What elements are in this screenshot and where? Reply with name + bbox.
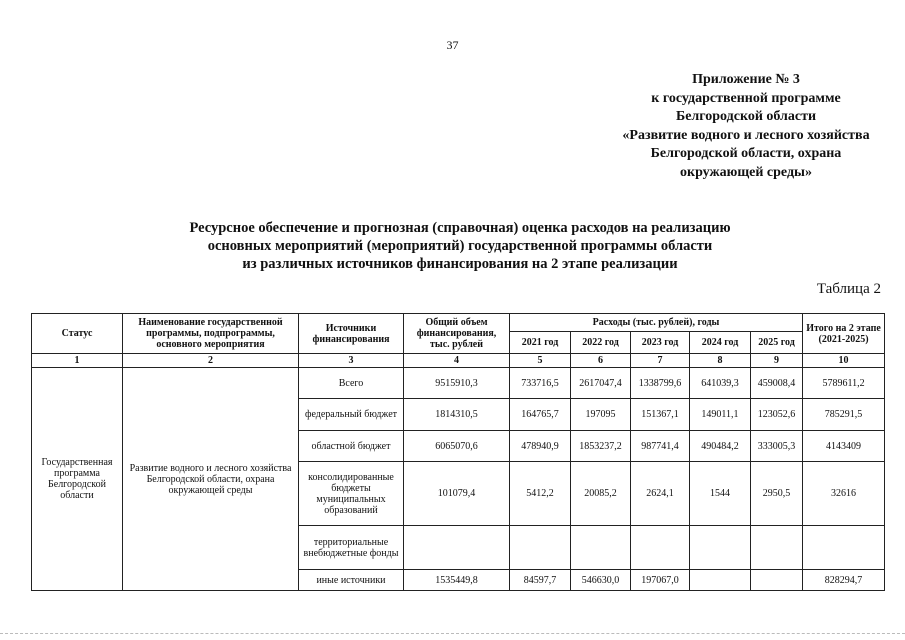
value-cell: 478940,9: [510, 431, 571, 462]
appendix-line: Приложение № 3: [692, 72, 800, 87]
column-number: 5: [510, 354, 571, 368]
value-cell: [510, 526, 571, 570]
value-cell: 5412,2: [510, 462, 571, 526]
value-cell: 1338799,6: [631, 368, 690, 399]
value-cell: 4143409: [803, 431, 885, 462]
value-cell: [690, 526, 751, 570]
header-sources: Источники финансирования: [299, 314, 404, 354]
value-cell: 151367,1: [631, 399, 690, 431]
column-number: 7: [631, 354, 690, 368]
value-cell: 9515910,3: [404, 368, 510, 399]
header-name: Наименование государственной программы, подпрограммы, основного мероприятия: [123, 314, 299, 354]
appendix-line: окружающей среды»: [680, 164, 812, 180]
value-cell: 164765,7: [510, 399, 571, 431]
value-cell: 1853237,2: [571, 431, 631, 462]
value-cell: 2950,5: [751, 462, 803, 526]
value-cell: 333005,3: [751, 431, 803, 462]
header-year: 2024 год: [690, 332, 751, 354]
title-line: из различных источников финансирования на 2 этапе реализации: [242, 256, 678, 272]
appendix-line: «Развитие водного и лесного хозяйства: [622, 127, 870, 143]
value-cell: 2617047,4: [571, 368, 631, 399]
value-cell: [803, 526, 885, 570]
appendix-line: Белгородской области, охрана: [650, 146, 842, 161]
header-status: Статус: [32, 314, 123, 354]
value-cell: 490484,2: [690, 431, 751, 462]
value-cell: 733716,5: [510, 368, 571, 399]
value-cell: 32616: [803, 462, 885, 526]
header-itogo: Итого на 2 этапе (2021-2025): [803, 314, 885, 354]
program-name-cell: Развитие водного и лесного хозяйства Белгородской области, охрана окружающей среды: [123, 368, 299, 591]
value-cell: [751, 570, 803, 591]
header-expenses: Расходы (тыс. рублей), годы: [510, 314, 803, 332]
source-cell: консолидированные бюджеты муниципальных образований: [299, 462, 404, 526]
title-line: Ресурсное обеспечение и прогнозная (справочная) оценка расходов на реализацию: [189, 220, 731, 236]
header-year: 2023 год: [631, 332, 690, 354]
value-cell: 2624,1: [631, 462, 690, 526]
appendix-line: к государственной программе: [651, 90, 841, 106]
column-numbers-row: [32, 354, 885, 368]
status-cell: Государственная программа Белгородской области: [32, 368, 123, 591]
value-cell: 20085,2: [571, 462, 631, 526]
value-cell: 641039,3: [690, 368, 751, 399]
value-cell: 197067,0: [631, 570, 690, 591]
value-cell: 785291,5: [803, 399, 885, 431]
column-number: 10: [803, 354, 885, 368]
value-cell: 123052,6: [751, 399, 803, 431]
value-cell: 828294,7: [803, 570, 885, 591]
column-number: 8: [690, 354, 751, 368]
value-cell: [571, 526, 631, 570]
table-row: [32, 368, 885, 399]
page-number: 37: [446, 38, 459, 52]
header-year: 2021 год: [510, 332, 571, 354]
appendix-line: Белгородской области: [675, 109, 817, 124]
source-cell: иные источники: [299, 570, 404, 591]
value-cell: 546630,0: [571, 570, 631, 591]
source-cell: Всего: [299, 368, 404, 399]
funding-table: [31, 313, 885, 591]
source-cell: областной бюджет: [299, 431, 404, 462]
page-edge-decoration: [0, 633, 905, 636]
value-cell: 5789611,2: [803, 368, 885, 399]
header-year: 2022 год: [571, 332, 631, 354]
header-year: 2025 год: [751, 332, 803, 354]
column-number: 9: [751, 354, 803, 368]
table-caption: Таблица 2: [816, 281, 881, 297]
column-number: 6: [571, 354, 631, 368]
document-title: [120, 219, 800, 273]
value-cell: 987741,4: [631, 431, 690, 462]
value-cell: 1544: [690, 462, 751, 526]
value-cell: 1535449,8: [404, 570, 510, 591]
value-cell: [404, 526, 510, 570]
value-cell: [751, 526, 803, 570]
value-cell: [690, 570, 751, 591]
value-cell: 101079,4: [404, 462, 510, 526]
source-cell: территориальные внебюджетные фонды: [299, 526, 404, 570]
column-number: 1: [32, 354, 123, 368]
column-number: 2: [123, 354, 299, 368]
value-cell: 1814310,5: [404, 399, 510, 431]
value-cell: 6065070,6: [404, 431, 510, 462]
column-number: 4: [404, 354, 510, 368]
value-cell: [631, 526, 690, 570]
title-line: основных мероприятий (мероприятий) государственной программы области: [207, 238, 713, 254]
header-total-volume: Общий объем финансирования, тыс. рублей: [404, 314, 510, 354]
value-cell: 84597,7: [510, 570, 571, 591]
value-cell: 149011,1: [690, 399, 751, 431]
appendix-block: [596, 71, 896, 182]
source-cell: федеральный бюджет: [299, 399, 404, 431]
value-cell: 459008,4: [751, 368, 803, 399]
value-cell: 197095: [571, 399, 631, 431]
column-number: 3: [299, 354, 404, 368]
